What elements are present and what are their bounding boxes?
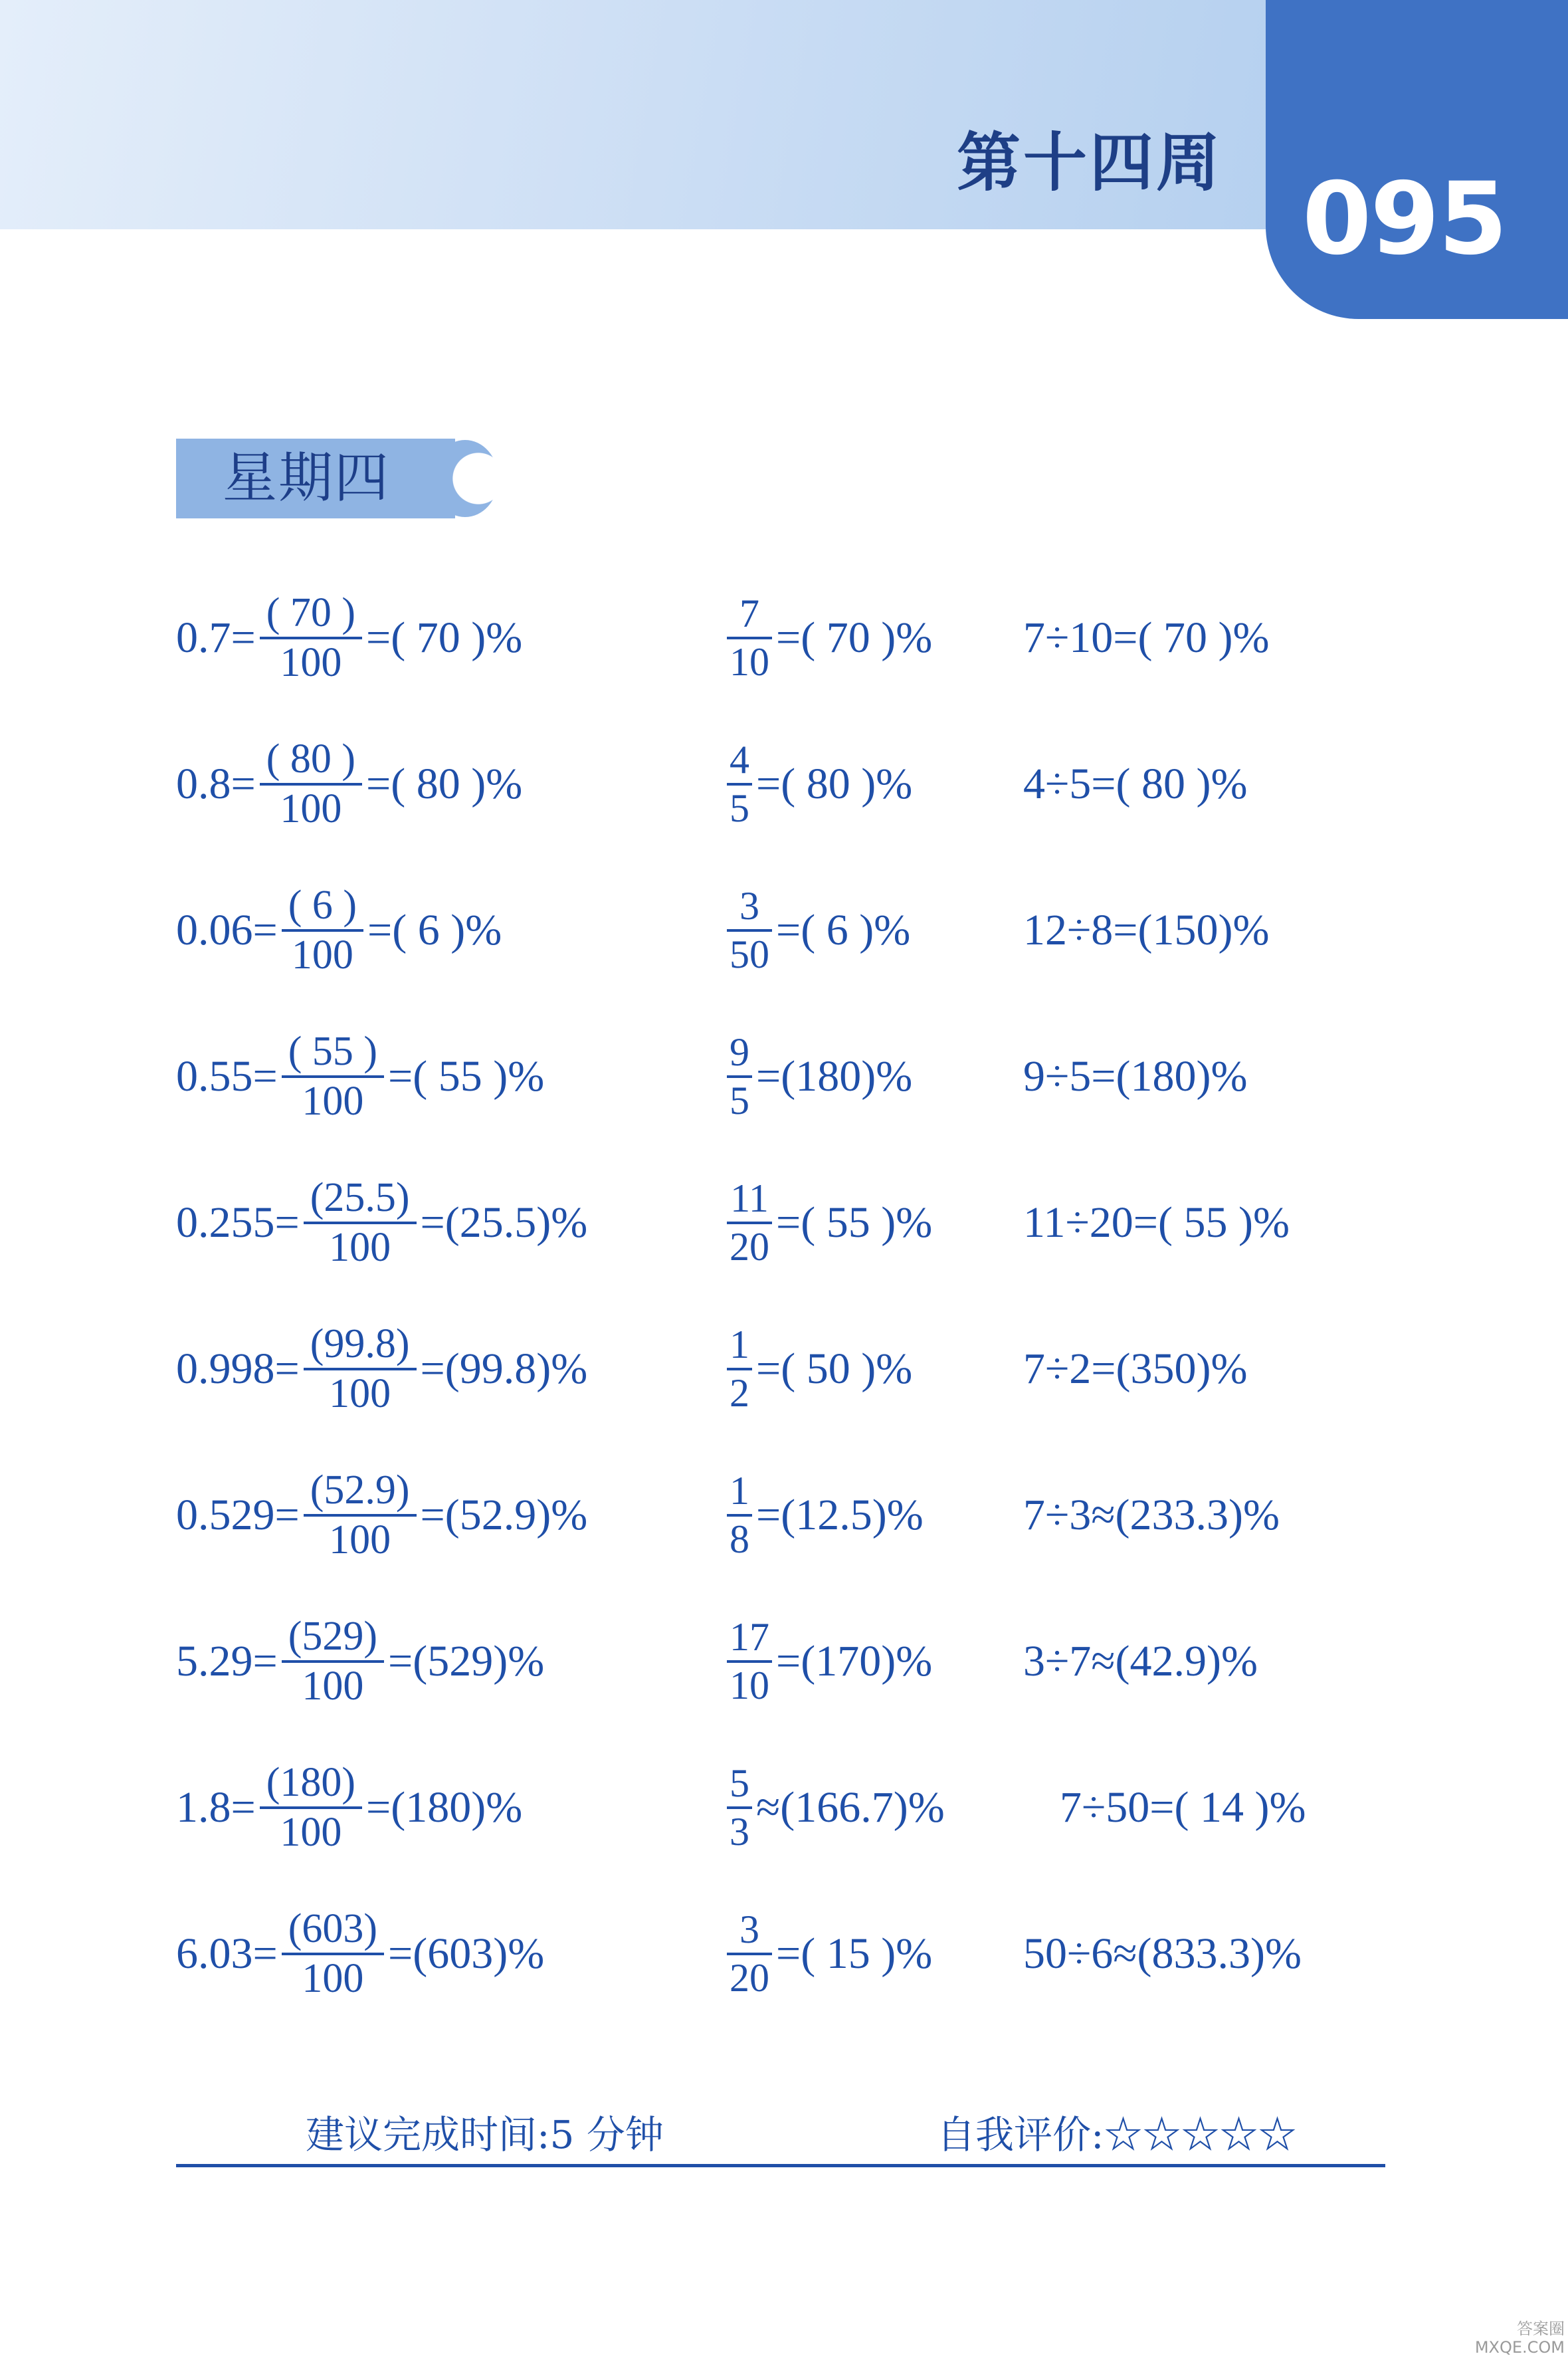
given-fraction xyxy=(727,1322,752,1416)
division-expression: 3÷7 xyxy=(1023,1637,1092,1685)
exercise-row xyxy=(0,578,1568,698)
fraction-denominator: 3 xyxy=(730,1810,749,1854)
fraction-denominator: 8 xyxy=(730,1517,749,1561)
percent-answer: ( 14 ) xyxy=(1174,1783,1270,1832)
hundredths-fraction xyxy=(304,1321,417,1418)
relation-sign: = xyxy=(1113,906,1138,954)
given-fraction xyxy=(727,1907,772,2001)
given-fraction xyxy=(727,1468,752,1562)
division-expression: 4÷5 xyxy=(1023,760,1092,808)
fraction-denominator: 10 xyxy=(730,640,769,684)
hundredths-fraction xyxy=(304,1467,417,1564)
percent-answer: ( 50 ) xyxy=(781,1344,876,1393)
fraction-numerator: 11 xyxy=(730,1176,769,1220)
given-fraction xyxy=(727,737,752,831)
fraction-denominator: 100 xyxy=(329,1371,391,1416)
fraction-numerator: ( 6 ) xyxy=(288,882,357,928)
fraction-numerator: 3 xyxy=(739,1907,759,1951)
relation-sign: ≈ xyxy=(1091,1491,1116,1539)
relation-sign: = xyxy=(1113,613,1138,662)
percent-answer: (603) xyxy=(413,1929,508,1978)
fraction-conversion: $\frac{1}{8}$ = (12.5) % xyxy=(723,1455,924,1575)
fraction-denominator: 5 xyxy=(730,786,749,830)
division-conversion: 4÷5 = ( 80 ) % xyxy=(1023,760,1248,808)
fraction-conversion: $\frac{11}{20}$ = ( 55 ) % xyxy=(723,1163,932,1283)
decimal-conversion: 0.255 = $\frac{(25.5)}{100}$ = (25.5) % xyxy=(176,1163,587,1283)
division-conversion: 11÷20 = ( 55 ) % xyxy=(1023,1198,1290,1247)
decimal-value: 0.255 xyxy=(176,1198,275,1247)
fraction-conversion: $\frac{3}{50}$ = ( 6 ) % xyxy=(723,871,910,990)
division-expression: 7÷50 xyxy=(1060,1783,1150,1832)
self-evaluation: 自我评价:☆☆☆☆☆ xyxy=(937,2112,1297,2157)
fraction-numerator: 9 xyxy=(730,1030,749,1074)
page-number: 095 xyxy=(1302,161,1507,277)
given-fraction xyxy=(727,1176,772,1270)
decimal-value: 0.55 xyxy=(176,1052,253,1101)
decimal-conversion: 1.8 = $\frac{(180)}{100}$ = (180) % xyxy=(176,1748,522,1868)
decimal-conversion: 0.7 = $\frac{( 70 )}{100}$ = ( 70 ) % xyxy=(176,578,522,698)
percent-answer: (42.9) xyxy=(1115,1637,1221,1685)
fraction-conversion: $\frac{17}{10}$ = (170) % xyxy=(723,1602,932,1721)
hundredths-fraction xyxy=(260,590,362,687)
fraction-conversion: $\frac{4}{5}$ = ( 80 ) % xyxy=(723,724,912,844)
fraction-conversion: $\frac{1}{2}$ = ( 50 ) % xyxy=(723,1309,912,1429)
given-fraction xyxy=(727,1761,752,1855)
suggested-time: 建议完成时间:5 分钟 xyxy=(306,2112,664,2157)
division-conversion: 7÷50 = ( 14 ) % xyxy=(1060,1783,1306,1832)
percent-answer: ( 6 ) xyxy=(801,906,874,954)
division-conversion: 9÷5 = (180) % xyxy=(1023,1052,1248,1101)
percent-answer: (170) xyxy=(801,1637,896,1685)
exercise-row xyxy=(0,1748,1568,1868)
percent-answer: (833.3) xyxy=(1137,1929,1265,1978)
decimal-value: 0.998 xyxy=(176,1344,275,1393)
fraction-denominator: 100 xyxy=(280,1810,342,1855)
fraction-denominator: 100 xyxy=(302,1664,364,1709)
decimal-value: 0.8 xyxy=(176,760,231,808)
relation-sign: = xyxy=(1133,1198,1159,1247)
hundredths-fraction xyxy=(282,1613,384,1711)
percent-answer: (180) xyxy=(781,1052,876,1101)
watermark: 答案圈 MXQE.COM xyxy=(1474,2319,1565,2357)
day-label: 星期四 xyxy=(176,439,455,518)
percent-answer: ( 80 ) xyxy=(1116,760,1211,808)
given-fraction xyxy=(727,1029,752,1124)
division-conversion: 12÷8 = (150) % xyxy=(1023,906,1270,954)
exercise-row xyxy=(0,1309,1568,1429)
fraction-denominator: 100 xyxy=(302,1956,364,2001)
fraction-numerator: (180) xyxy=(266,1759,356,1805)
division-expression: 50÷6 xyxy=(1023,1929,1114,1978)
hundredths-fraction xyxy=(304,1174,417,1272)
fraction-denominator: 20 xyxy=(730,1225,769,1269)
percent-answer: (180) xyxy=(1116,1052,1211,1101)
decimal-value: 0.529 xyxy=(176,1491,275,1539)
decimal-value: 5.29 xyxy=(176,1637,253,1685)
fraction-denominator: 100 xyxy=(302,1079,364,1124)
division-expression: 7÷10 xyxy=(1023,613,1114,662)
fraction-numerator: (52.9) xyxy=(310,1467,410,1513)
percent-answer: ( 70 ) xyxy=(1137,613,1233,662)
fraction-denominator: 100 xyxy=(329,1225,391,1270)
fraction-denominator: 100 xyxy=(291,932,353,978)
percent-answer: ( 70 ) xyxy=(801,613,896,662)
division-expression: 7÷2 xyxy=(1023,1344,1092,1393)
exercise-row xyxy=(0,1602,1568,1721)
division-expression: 7÷3 xyxy=(1023,1491,1092,1539)
fraction-denominator: 10 xyxy=(730,1664,769,1707)
percent-answer: (150) xyxy=(1137,906,1233,954)
percent-answer: (233.3) xyxy=(1115,1491,1243,1539)
relation-sign: = xyxy=(1149,1783,1175,1832)
percent-answer: ( 55 ) xyxy=(801,1198,896,1247)
hundredths-fraction xyxy=(282,1028,384,1126)
exercise-row xyxy=(0,1894,1568,2014)
percent-answer: (180) xyxy=(391,1783,486,1832)
fraction-conversion: $\frac{7}{10}$ = ( 70 ) % xyxy=(723,578,932,698)
week-title: 第十四周 xyxy=(957,126,1223,200)
fraction-numerator: ( 55 ) xyxy=(288,1028,378,1074)
fraction-conversion: $\frac{5}{3}$ ≈ (166.7) % xyxy=(723,1748,945,1868)
fraction-numerator: (603) xyxy=(288,1905,378,1951)
percent-answer: (99.8) xyxy=(444,1344,551,1393)
division-expression: 12÷8 xyxy=(1023,906,1114,954)
fraction-numerator: 1 xyxy=(730,1469,749,1513)
division-conversion: 3÷7 ≈ (42.9) % xyxy=(1023,1637,1258,1685)
percent-answer: (529) xyxy=(413,1637,508,1685)
fraction-conversion: $\frac{3}{20}$ = ( 15 ) % xyxy=(723,1894,932,2014)
relation-sign: = xyxy=(1091,760,1116,808)
relation-sign: = xyxy=(1091,1052,1116,1101)
decimal-conversion: 0.998 = $\frac{(99.8)}{100}$ = (99.8) % xyxy=(176,1309,587,1429)
fraction-numerator: (99.8) xyxy=(310,1321,410,1366)
fraction-numerator: 1 xyxy=(730,1323,749,1366)
hundredths-fraction xyxy=(282,882,363,980)
fraction-denominator: 100 xyxy=(280,786,342,831)
given-fraction xyxy=(727,1614,772,1709)
fraction-numerator: 4 xyxy=(730,738,749,782)
given-fraction xyxy=(727,883,772,978)
fraction-numerator: 17 xyxy=(730,1615,769,1659)
percent-answer: (25.5) xyxy=(444,1198,551,1247)
footer-divider xyxy=(176,2164,1385,2167)
exercise-row xyxy=(0,871,1568,990)
division-conversion: 50÷6 ≈ (833.3) % xyxy=(1023,1929,1302,1978)
percent-answer: (350) xyxy=(1116,1344,1211,1393)
division-expression: 11÷20 xyxy=(1023,1198,1133,1247)
fraction-numerator: (529) xyxy=(288,1613,378,1659)
decimal-conversion: 0.529 = $\frac{(52.9)}{100}$ = (52.9) % xyxy=(176,1455,587,1575)
division-conversion: 7÷2 = (350) % xyxy=(1023,1344,1248,1393)
relation-sign: ≈ xyxy=(1091,1637,1116,1685)
fraction-numerator: 3 xyxy=(739,884,759,928)
exercise-row xyxy=(0,1163,1568,1283)
fraction-numerator: (25.5) xyxy=(310,1174,410,1220)
decimal-value: 0.7 xyxy=(176,613,231,662)
fraction-conversion: $\frac{9}{5}$ = (180) % xyxy=(723,1017,912,1136)
fraction-denominator: 5 xyxy=(730,1079,749,1123)
percent-answer: ( 70 ) xyxy=(391,613,486,662)
fraction-numerator: 7 xyxy=(739,592,759,635)
percent-answer: (12.5) xyxy=(781,1491,887,1539)
decimal-value: 6.03 xyxy=(176,1929,253,1978)
percent-answer: ( 80 ) xyxy=(781,760,876,808)
fraction-numerator: ( 80 ) xyxy=(266,736,356,782)
percent-answer: ( 15 ) xyxy=(801,1929,896,1978)
division-conversion: 7÷10 = ( 70 ) % xyxy=(1023,613,1270,662)
hundredths-fraction xyxy=(260,1759,362,1857)
relation-sign: ≈ xyxy=(1113,1929,1137,1978)
given-fraction xyxy=(727,591,772,685)
decimal-value: 0.06 xyxy=(176,906,253,954)
division-conversion: 7÷3 ≈ (233.3) % xyxy=(1023,1491,1280,1539)
division-expression: 9÷5 xyxy=(1023,1052,1092,1101)
decimal-value: 1.8 xyxy=(176,1783,231,1832)
exercise-row xyxy=(0,1455,1568,1575)
fraction-denominator: 50 xyxy=(730,932,769,976)
percent-answer: (52.9) xyxy=(444,1491,551,1539)
percent-answer: ( 55 ) xyxy=(1158,1198,1253,1247)
fraction-denominator: 20 xyxy=(730,1956,769,2000)
decimal-conversion: 5.29 = $\frac{(529)}{100}$ = (529) % xyxy=(176,1602,544,1721)
fraction-denominator: 2 xyxy=(730,1371,749,1415)
decimal-conversion: 6.03 = $\frac{(603)}{100}$ = (603) % xyxy=(176,1894,544,2014)
percent-answer: ( 6 ) xyxy=(392,906,466,954)
decimal-conversion: 0.06 = $\frac{( 6 )}{100}$ = ( 6 ) % xyxy=(176,871,502,990)
fraction-numerator: 5 xyxy=(730,1761,749,1805)
fraction-denominator: 100 xyxy=(280,640,342,685)
fraction-denominator: 100 xyxy=(329,1517,391,1562)
exercise-row xyxy=(0,1017,1568,1136)
hundredths-fraction xyxy=(282,1905,384,2003)
percent-answer: ( 80 ) xyxy=(391,760,486,808)
exercise-row xyxy=(0,724,1568,844)
relation-sign: = xyxy=(1091,1344,1116,1393)
percent-answer: (166.7) xyxy=(780,1783,908,1832)
fraction-numerator: ( 70 ) xyxy=(266,590,356,635)
percent-answer: ( 55 ) xyxy=(413,1052,508,1101)
decimal-conversion: 0.55 = $\frac{( 55 )}{100}$ = ( 55 ) % xyxy=(176,1017,544,1136)
relation-sign: ≈ xyxy=(756,1783,781,1832)
hundredths-fraction xyxy=(260,736,362,833)
decimal-conversion: 0.8 = $\frac{( 80 )}{100}$ = ( 80 ) % xyxy=(176,724,522,844)
